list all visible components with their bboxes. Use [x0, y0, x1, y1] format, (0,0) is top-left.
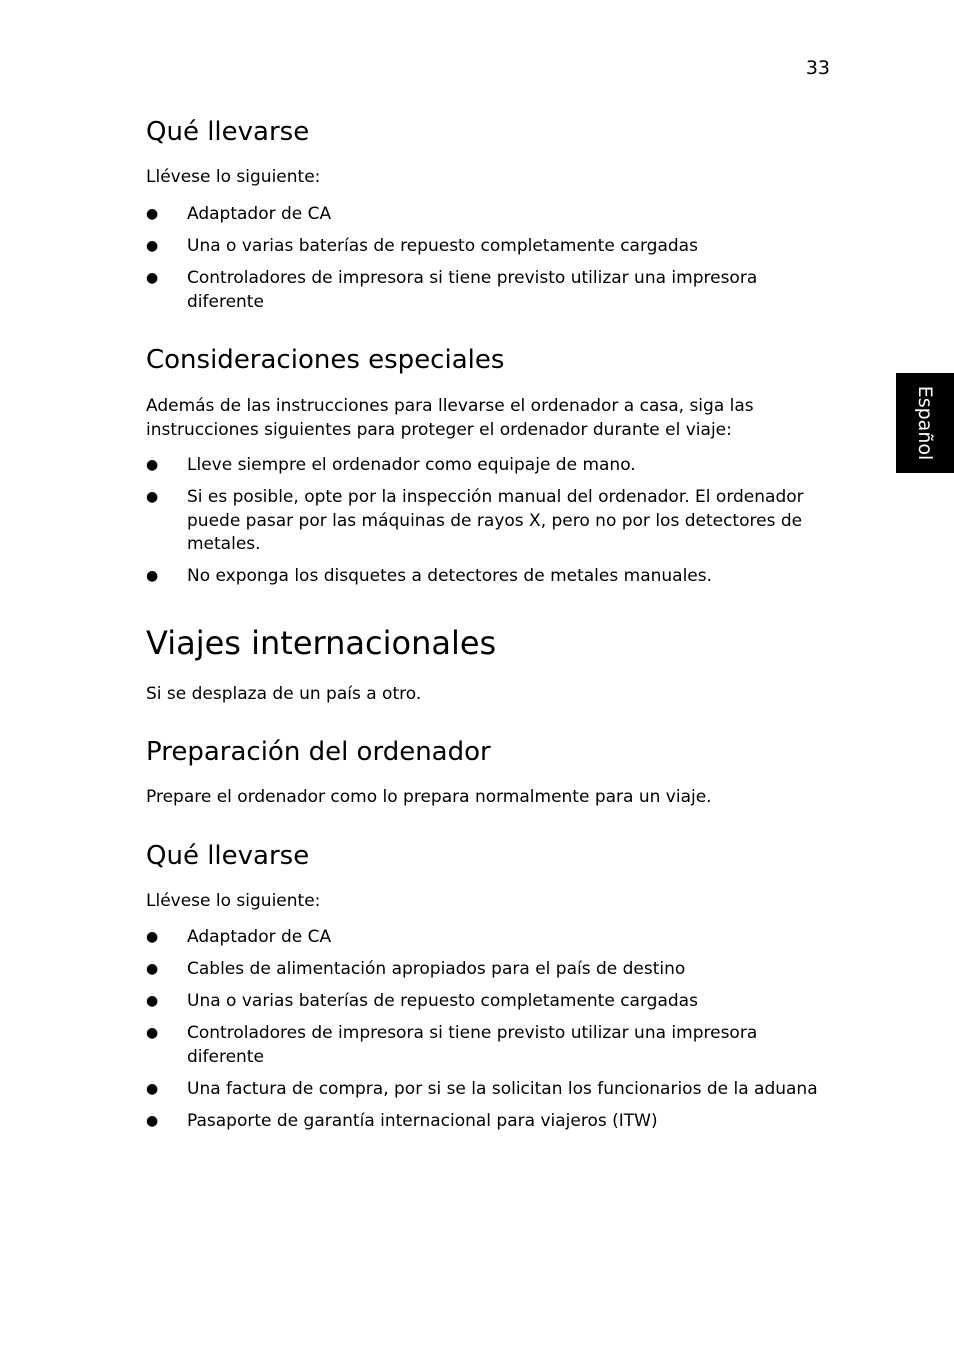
list-item	[146, 454, 836, 478]
list-item-text: Controladores de impresora si tiene previsto utilizar una impresora diferente	[187, 1023, 758, 1067]
language-tab-label: Español	[914, 385, 936, 461]
bullet-icon: ●	[146, 993, 159, 1009]
list-item-text: No exponga los disquetes a detectores de metales manuales.	[187, 566, 713, 586]
list-item-text: Adaptador de CA	[187, 927, 332, 947]
section-heading-preparing-computer: Preparación del ordenador	[146, 737, 491, 767]
bullet-list	[146, 926, 836, 1142]
list-item-text: Una o varias baterías de repuesto completamente cargadas	[187, 236, 698, 256]
chapter-heading-international-travel: Viajes internacionales	[146, 624, 497, 662]
bullet-list	[146, 454, 836, 597]
bullet-icon: ●	[146, 568, 159, 584]
bullet-list	[146, 203, 836, 323]
language-tab	[896, 373, 954, 473]
list-item-text: Una factura de compra, por si se la solicitan los funcionarios de la aduana	[187, 1078, 818, 1099]
bullet-icon: ●	[146, 1025, 159, 1041]
list-item-text: Adaptador de CA	[187, 204, 332, 224]
section-intro: Llévese lo siguiente:	[146, 891, 321, 911]
section-heading-what-to-take: Qué llevarse	[146, 117, 310, 147]
list-item	[146, 1022, 836, 1069]
bullet-icon: ●	[146, 929, 159, 945]
page-number: 33	[805, 57, 830, 79]
section-heading-special-considerations: Consideraciones especiales	[146, 345, 505, 375]
list-item-text: Lleve siempre el ordenador como equipaje de mano.	[187, 455, 636, 475]
bullet-icon: ●	[146, 206, 159, 222]
list-item-text: Si es posible, opte por la inspección manual del ordenador. El ordenador puede pasar por las máquinas de rayos X, pero no por los detectores de metales.	[187, 487, 804, 554]
list-item	[146, 1078, 836, 1102]
list-item	[146, 1110, 836, 1134]
list-item	[146, 565, 836, 589]
list-item-text: Pasaporte de garantía internacional para viajeros (ITW)	[187, 1110, 658, 1131]
section-intro: Si se desplaza de un país a otro.	[146, 684, 422, 704]
list-item-text: Cables de alimentación apropiados para el país de destino	[187, 959, 686, 979]
bullet-icon: ●	[146, 457, 159, 473]
bullet-icon: ●	[146, 238, 159, 254]
list-item	[146, 267, 836, 314]
list-item	[146, 203, 836, 227]
list-item	[146, 235, 836, 259]
section-intro: Además de las instrucciones para llevarse el ordenador a casa, siga las instrucciones siguientes para proteger el ordenador durante el viaje:	[146, 396, 754, 440]
section-heading-what-to-take: Qué llevarse	[146, 841, 310, 871]
bullet-icon: ●	[146, 489, 159, 505]
list-item-text: Controladores de impresora si tiene previsto utilizar una impresora diferente	[187, 268, 758, 312]
list-item-text: Una o varias baterías de repuesto completamente cargadas	[187, 991, 698, 1011]
list-item	[146, 990, 836, 1014]
list-item	[146, 486, 836, 557]
bullet-icon: ●	[146, 270, 159, 286]
bullet-icon: ●	[146, 1112, 159, 1129]
bullet-icon: ●	[146, 1080, 159, 1097]
section-intro: Prepare el ordenador como lo prepara normalmente para un viaje.	[146, 787, 712, 807]
bullet-icon: ●	[146, 961, 159, 977]
list-item	[146, 926, 836, 950]
section-intro: Llévese lo siguiente:	[146, 167, 321, 187]
list-item	[146, 958, 836, 982]
